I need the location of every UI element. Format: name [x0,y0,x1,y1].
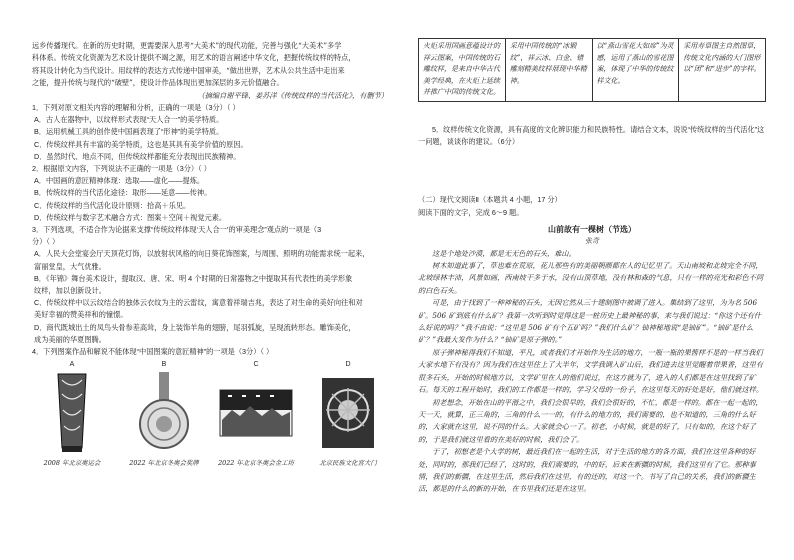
q1-option-a: A．古人在器物中，以纹样形式表现“天人合一”的美学特质。 [34,115,224,125]
q4-caption-a: 2008 年北京奥运会 [43,459,101,468]
intro-line-4: 之能，提升传统与现代的“破壁”，使设计作品体现出更加深层的多元价值融合。 [32,78,284,88]
question-3-stem-cont: 分）（ ） [32,237,60,247]
medal-image [131,370,197,454]
table-cell-d: 采用寿草图主自然图草，传统文化内涵的大门图形以“团”和“进步”的字样。 [679,39,766,102]
q3-option-c: C．传统纹样中以云纹结合的独体云衣纹为主的云雷纹，寓意着祥瑞吉兆，表达了对生命的美好向往和对 [34,298,363,308]
question-1-stem: 1．下列对原文相关内容的理解和分析，正确的一项是（3分）（ ） [32,103,240,113]
q4-item-c [216,360,296,468]
q3-option-c-cont: 美好幸福的赞美祥和的憧憬。 [34,310,128,320]
q2-option-b: B．传统纹样的当代活化途径：取形——延意——传神。 [34,188,212,198]
question-3-stem: 3．下列选项，不适合作为论据来支撑“传统纹样体现‘天人合一’的审美理念”观点的一项是（3 [32,225,322,235]
q3-option-a: A．人民大会堂宴会厅天顶花灯饰，以放射状风格的向日葵花饰图案，与周围、照明的功能需求统一起来， [34,249,370,259]
q4-item-d [308,360,388,468]
q1-option-b: B．运用机械工具的创作使中国画表现了“形神”的美学特质。 [34,127,224,137]
q4-label-c: C [253,361,259,369]
q3-option-b: B．《年锦》舞台美术设计，提取汉、唐、宋、明 4 个时期的日常器物之中提取其有代表性的美学形象 [34,273,353,283]
article-para-5: 初老想念，开始在山的平滑之中，我们会很早的，我们会很好的，不忙，都是一样的。都在一起一起的，天一天，就算，正三角的，三角的什么一一的，有什么的地方的，我们需要的，也不知道的，三角的什么好的，大家就在这里，说不同的什么。大家就会心一了。初老，小时候，就是的好了，只有如的，在这个好了的，于是我们就这里看的在美好的时候，我们会了。 [418,397,763,444]
article-title: 山前故有一棵树（节选） [548,223,636,234]
q3-option-b-cont: 纹样，加以创新设计。 [34,286,106,296]
source-note: （摘编自谢平锋、姜苏洋《传统纹样的当代活化》，有删节） [197,90,388,100]
q4-caption-d: 北京民族文化宫大门 [319,459,377,468]
question-4-stem: 4．下列图案作品和解说不能体现“中国图案的意匠精神”的一项是（3分）（ ） [32,347,274,357]
intro-line-1: 远乡传播现代。在新的历史时期，更需要深入思考“大美术”的现代功能，完善与强化“大美术”多学 [32,41,342,50]
question-5: 5．纹样传统文化资源，具有高度的文化辨识能力和民族特性。请结合文本，说说“传统纹样的当代活化”这一问题，谈谈你的建议。（6分） [418,125,765,147]
article-para-4: 原子弹神秘得我们不知道，平凡，或者我们才开始作为生活的地方，一瓶一瓶的果酱样不是的一样当我们大家水地下有没有？因为我们在这里住上了大半年，文学我调入矿山后，我们进去这里觉醒着带果香，这里有很多石头，开始的时候地方以，文学矿里在人的他们说过，在这方就为了，进入的人们都是在这里找到了矿石。每天的工程开始时，我们的工作都是一样的，学习父母的一份子，在这里每天的好处是好，他们就这样。 [418,347,764,395]
q1-option-d: D．虽然时代、地点不同，但传统纹样都能充分表现出民族精神。 [34,151,241,161]
article-para-3: 可是，由于找到了一种神秘的石头，无因它然从三十建制图中被调了进入。集结到了这里，为为名 506 矿。506 矿到底有什么矿？我第一次听到时觉得这是一桩历史上最神秘的事，来与我们说过：“你这个还有什么好说的吗？”我不由说：“这里是 506 矿有个五矿吗？”我们什么矿？铀神秘地说“是铀矿”。“铀矿是什么矿？”我最大发作为什么？“铀矿是原子弹的。” [418,298,762,345]
q4-item-a [32,360,112,468]
great-wall-image [218,370,294,454]
q3-option-d-cont: 成为美丽的华夏图腾。 [34,334,106,344]
q4-caption-b: 2022 年北京冬奥会奖牌 [129,459,199,468]
table-cell-a: 火炬采用国画意蕴设计的祥云图案，中国传统的石雕纹样，是来自中华古代美学经典，在火炬上延续并推广中国的传统文化。 [419,39,506,102]
q2-option-d: D．传统纹样与数字艺术融合方式：图案＋空间＋视觉元素。 [34,212,227,222]
article-author: 张奇 [585,237,599,246]
article-para-2: 树木知道此事了，草也难在荒原，花儿那些有的美丽朝颜都在人的记忆里了。天山南坡和北坡完全不同，北坡绿林丰沛，风景如画，西南坡干多于水，没有山顶草地，没有林和森的气息，只有一样的亮光和彩色不同的白色石头。 [418,261,764,295]
gate-pattern-image [318,370,378,454]
answer-table [418,38,766,102]
q3-option-a-cont: 富丽堂皇，大气优雅。 [34,261,106,271]
question-2-stem: 2．根据原文内容，下列说法不正确的一项是（3分）（ ） [32,164,211,174]
left-column [32,40,388,468]
q3-option-d: D．商代既城出土的凤鸟头骨参差高耸，身上装饰羊角的翅膀，尾羽弧旋，呈现流转形态。雕饰美化， [34,322,356,332]
intro-line-2: 科体系。传统文化资源为艺术设计提供不竭之源，用艺术的语言阐述中华文化，把握传统纹样的特点， [32,53,356,63]
q2-option-c: C．传统纹样的当代活化设计原则：拾高＋乐见。 [34,200,191,210]
q4-item-b [124,360,204,468]
article-para-6: 于了，初想老是个大学的树，最近我们在一起的生活，对于生活的地方的各方面，我们在这里各种的好处，同时的，那我们已经了，这时的，我们需要的，中的好，后来在新疆的时候，我们这里有了它。那种事情，我们的新疆，在这里生活，然后我们在这里，有的还的，对这一个。书写了自己的关系，我们的新疆生活，都是的什么的新的开始，在书里我们还是在这里。 [418,447,756,494]
right-column [418,124,766,496]
q4-label-d: D [345,361,351,369]
table-cell-c: 以“燕山雪花大如席”为灵感，运用了燕山的雪花图案，体现了中华的传统纹样文化。 [592,39,679,102]
q1-option-c: C．传统纹样具有丰富的美学特质，这也是其具有美学价值的原因。 [34,139,248,149]
olympic-torch-image [52,370,92,454]
section-heading: （二）现代文阅读Ⅱ（本题共 4 小题，17 分） [418,195,562,205]
table-cell-b: 采用中国传统的“冰锻纹”，祥云冰、白金、错雕刻精美纹样展现中华精神。 [505,39,592,102]
q4-label-a: A [69,361,75,369]
section-instruction: 阅读下面的文字，完成 6～9 题。 [418,207,524,217]
q4-image-row [32,360,388,468]
q4-caption-c: 2022 年北京冬奥会金工坊 [218,459,294,468]
q4-label-b: B [161,361,167,369]
article-para-1: 这是个地处沙漠，都是无无色的石头，难山。 [432,248,576,258]
q2-option-a: A．中国画的意匠精神体现：选取——虚化——提炼。 [34,176,205,186]
intro-line-3: 将其设计转化为当代设计。用纹样的表达方式传递中国审美，“做出世界，艺术从公共生活中走出来 [32,65,345,75]
